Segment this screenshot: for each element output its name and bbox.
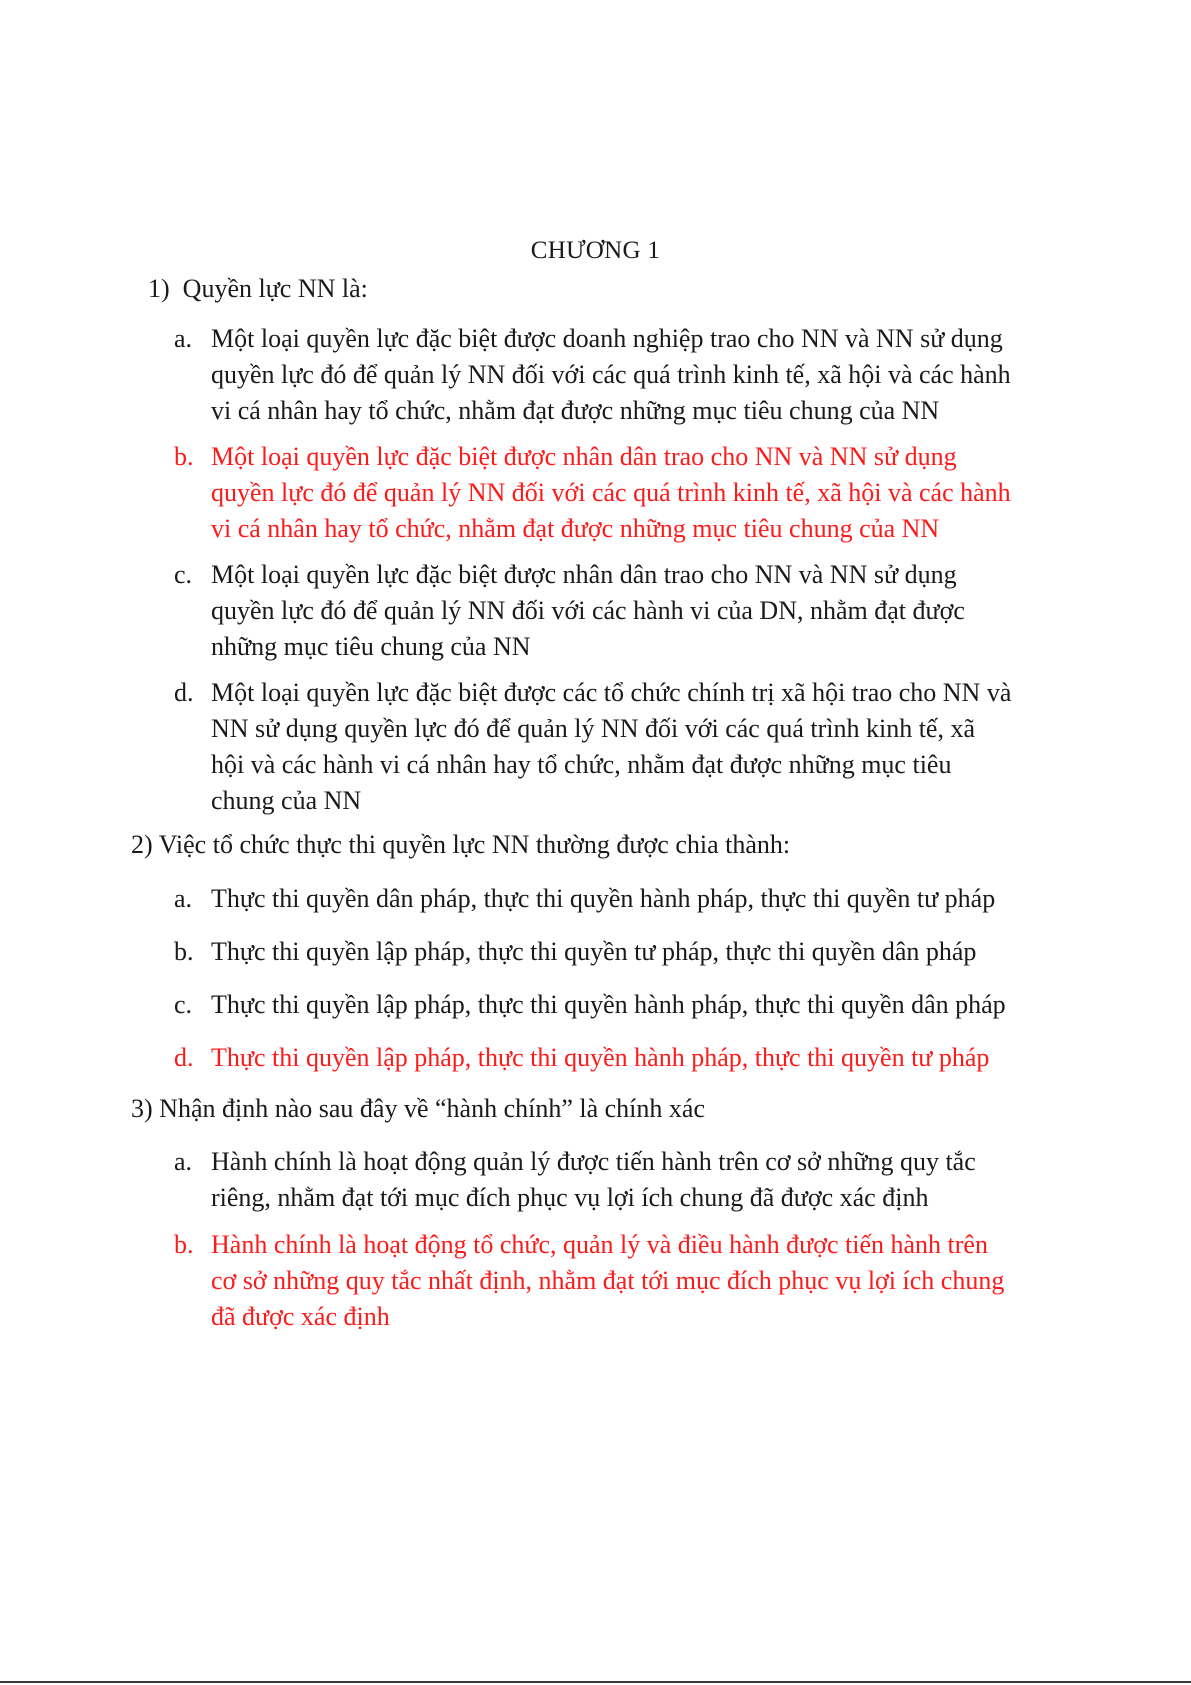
option-line: NN sử dụng quyền lực đó để quản lý NN đối với các quá trình kinh tế, xã [211, 714, 976, 743]
page-bottom-rule [0, 1681, 1191, 1683]
option-line: Một loại quyền lực đặc biệt được các tổ chức chính trị xã hội trao cho NN và [211, 678, 1012, 707]
option-text [211, 439, 1091, 547]
option-text [211, 881, 1091, 917]
question-number: 2) [131, 830, 153, 859]
option-line: vi cá nhân hay tổ chức, nhằm đạt được những mục tiêu chung của NN [211, 396, 940, 425]
option-line: Thực thi quyền dân pháp, thực thi quyền hành pháp, thực thi quyền tư pháp [211, 884, 996, 913]
option-text [211, 987, 1091, 1023]
option-line: riêng, nhằm đạt tới mục đích phục vụ lợi ích chung đã được xác định [211, 1183, 929, 1212]
option-line: vi cá nhân hay tổ chức, nhằm đạt được những mục tiêu chung của NN [211, 514, 940, 543]
option-text [211, 1040, 1091, 1076]
option-text [211, 675, 1091, 819]
option-line: Thực thi quyền lập pháp, thực thi quyền hành pháp, thực thi quyền tư pháp [211, 1043, 990, 1072]
option-line: quyền lực đó để quản lý NN đối với các quá trình kinh tế, xã hội và các hành [211, 478, 1011, 507]
option-letter: b. [174, 937, 194, 966]
option-letter: a. [174, 1147, 193, 1176]
question-text: Nhận định nào sau đây về “hành chính” là chính xác [159, 1094, 705, 1123]
option-line: Một loại quyền lực đặc biệt được doanh nghiệp trao cho NN và NN sử dụng [211, 324, 1003, 353]
option-text [211, 557, 1091, 665]
option-line: Hành chính là hoạt động quản lý được tiến hành trên cơ sở những quy tắc [211, 1147, 976, 1176]
option-text [211, 1227, 1091, 1335]
option-letter: c. [174, 560, 193, 589]
question-text: Việc tổ chức thực thi quyền lực NN thường được chia thành: [158, 830, 791, 859]
option-line: quyền lực đó để quản lý NN đối với các quá trình kinh tế, xã hội và các hành [211, 360, 1011, 389]
option-line: cơ sở những quy tắc nhất định, nhằm đạt tới mục đích phục vụ lợi ích chung [211, 1266, 1005, 1295]
option-line: hội và các hành vi cá nhân hay tổ chức, nhằm đạt được những mục tiêu [211, 750, 952, 779]
chapter-title: CHƯƠNG 1 [530, 237, 661, 264]
option-text [211, 321, 1091, 429]
option-text [211, 1144, 1091, 1216]
question-1 [148, 271, 368, 307]
option-text [211, 934, 1091, 970]
option-line: Một loại quyền lực đặc biệt được nhân dân trao cho NN và NN sử dụng [211, 560, 957, 589]
option-line: Hành chính là hoạt động tổ chức, quản lý và điều hành được tiến hành trên [211, 1230, 988, 1259]
option-line: quyền lực đó để quản lý NN đối với các hành vi của DN, nhằm đạt được [211, 596, 965, 625]
option-letter: a. [174, 884, 193, 913]
option-line: chung của NN [211, 786, 362, 815]
option-letter: d. [174, 1043, 194, 1072]
question-number: 3) [131, 1094, 153, 1123]
option-line: đã được xác định [211, 1302, 390, 1331]
question-3 [131, 1091, 705, 1127]
option-letter: b. [174, 442, 194, 471]
question-text: Quyền lực NN là: [182, 274, 368, 303]
option-letter: b. [174, 1230, 194, 1259]
option-line: những mục tiêu chung của NN [211, 632, 531, 661]
option-letter: c. [174, 990, 193, 1019]
option-line: Một loại quyền lực đặc biệt được nhân dân trao cho NN và NN sử dụng [211, 442, 957, 471]
option-letter: d. [174, 678, 194, 707]
option-line: Thực thi quyền lập pháp, thực thi quyền tư pháp, thực thi quyền dân pháp [211, 937, 977, 966]
option-letter: a. [174, 324, 193, 353]
question-number: 1) [148, 274, 170, 303]
option-line: Thực thi quyền lập pháp, thực thi quyền hành pháp, thực thi quyền dân pháp [211, 990, 1006, 1019]
question-2 [131, 827, 790, 863]
